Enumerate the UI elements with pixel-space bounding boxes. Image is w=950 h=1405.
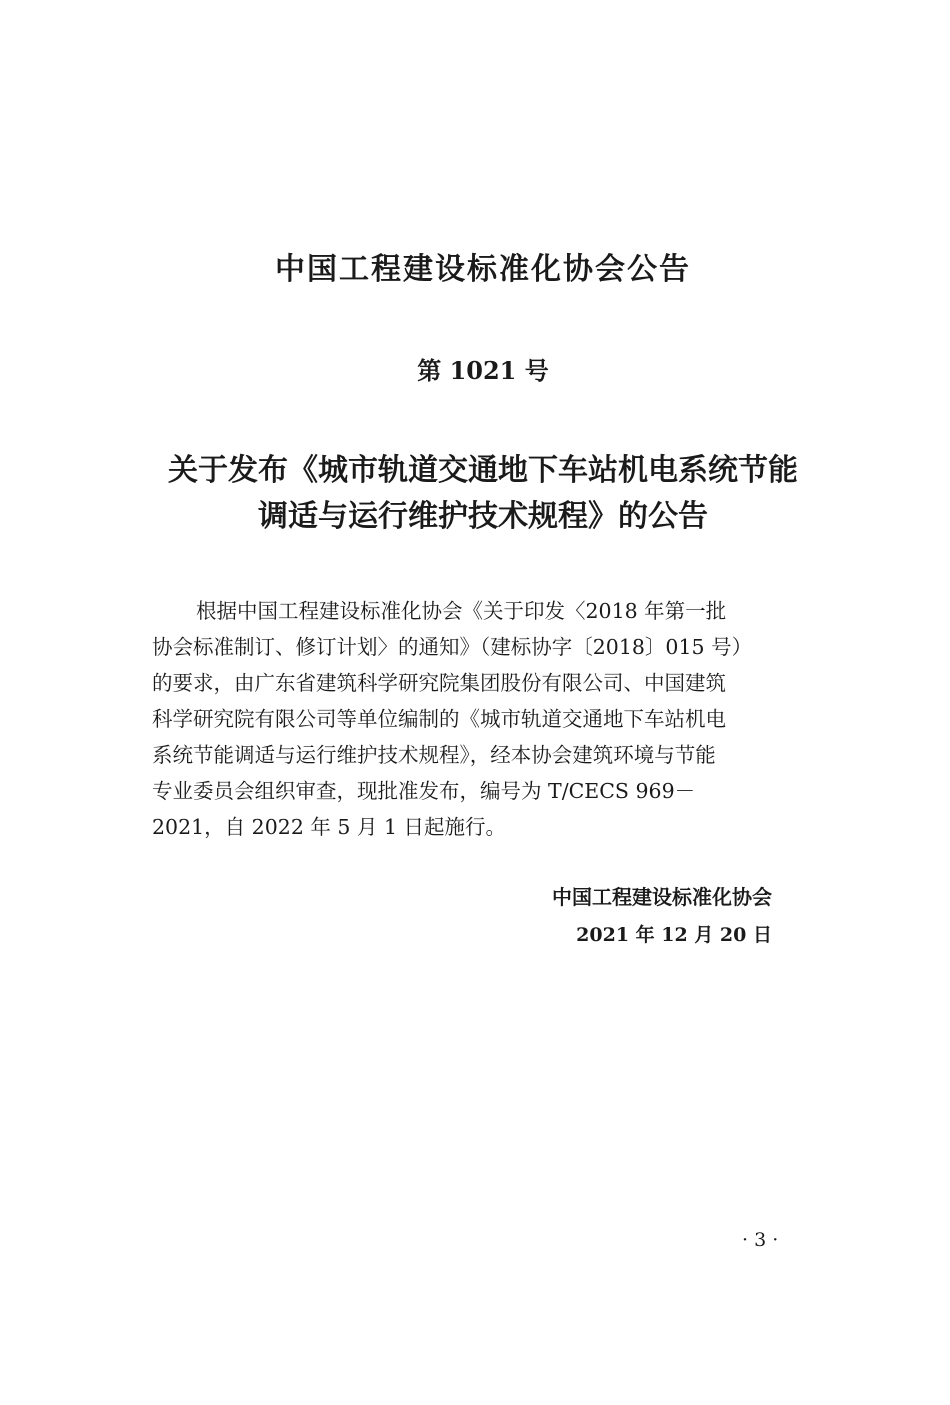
body-line: 根据中国工程建设标准化协会《关于印发〈2018 年第一批 — [196, 599, 727, 623]
signature-organization: 中国工程建设标准化协会 — [552, 885, 772, 909]
body-line: 协会标准制订、修订计划〉的通知》（建标协字〔2018〕015 号） — [152, 635, 753, 659]
body-line: 科学研究院有限公司等单位编制的《城市轨道交通地下车站机电 — [152, 707, 726, 731]
body-line: 专业委员会组织审查，现批准发布，编号为 T/CECS 969－ — [152, 779, 696, 803]
body-line: 2021，自 2022 年 5 月 1 日起施行。 — [152, 815, 507, 839]
body-line: 系统节能调适与运行维护技术规程》，经本协会建筑环境与节能 — [152, 743, 716, 767]
signature-block — [552, 878, 772, 954]
org-title: 中国工程建设标准化协会公告 — [275, 252, 691, 287]
body-line: 的要求，由广东省建筑科学研究院集团股份有限公司、中国建筑 — [152, 671, 726, 695]
subject-line: 调适与运行维护技术规程》的公告 — [258, 499, 708, 534]
notice-subject — [100, 448, 866, 540]
subject-line: 关于发布《城市轨道交通地下车站机电系统节能 — [168, 453, 798, 488]
notice-number: 第 1021 号 — [417, 356, 549, 385]
page-number: · 3 · — [742, 1229, 779, 1251]
signature-date: 2021 年 12 月 20 日 — [576, 924, 772, 946]
notice-body — [152, 593, 820, 845]
